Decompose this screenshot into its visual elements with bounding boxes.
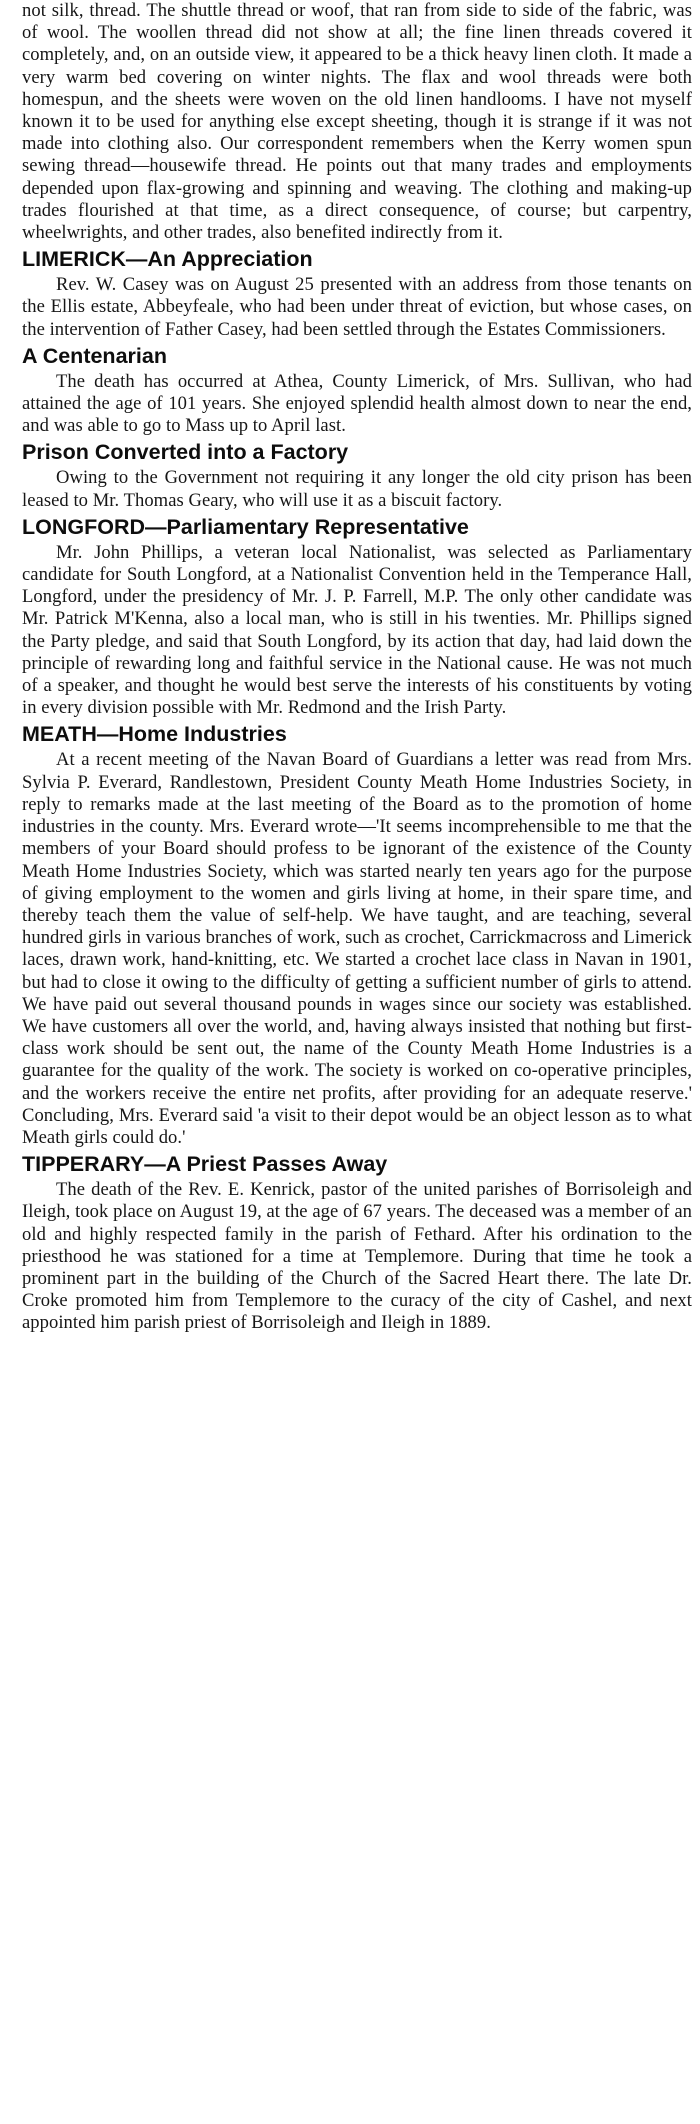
body-tipperary: The death of the Rev. E. Kenrick, pastor of the united parishes of Borrisoleigh and Ileigh, took place on August 19, at the age of 67 years. The deceased was a member of an old and highly respected family in the parish of Fethard. After his ordination to the priesthood he was stationed for a time at Templemore. During that time he took a prominent part in the building of the Church of the Sacred Heart there. The late Dr. Croke promoted him from Templemore to the curacy of the city of Cashel, and next appointed him parish priest of Borrisoleigh and Ileigh in 1889.: [22, 1179, 692, 1334]
body-meath: At a recent meeting of the Navan Board of Guardians a letter was read from Mrs. Sylvia P. Everard, Randlestown, President County Meath Home Industries Society, in reply to remarks made at the last meeting of the Board as to the promotion of home industries in the county. Mrs. Everard wrote—'It seems incomprehensible to me that the members of your Board should profess to be ignorant of the existence of the County Meath Home Industries Society, which was started nearly ten years ago for the purpose of giving employment to the women and girls living at home, in their spare time, and thereby teach them the value of self-help. We have taught, and are teaching, several hundred girls in various branches of work, such as crochet, Carrickmacross and Limerick laces, drawn work, hand-knitting, etc. We started a crochet lace class in Navan in 1901, but had to close it owing to the difficulty of getting a sufficient number of girls to attend. We have paid out several thousand pounds in wages since our society was established. We have customers all over the world, and, having always insisted that nothing but first-class work should be sent out, the name of the County Meath Home Industries is a guarantee for the quality of the work. The society is worked on co-operative principles, and the workers receive the entire net profits, after providing for an adequate reserve.' Concluding, Mrs. Everard said 'a visit to their depot would be an object lesson as to what Meath girls could do.': [22, 749, 692, 1148]
heading-tipperary: TIPPERARY—A Priest Passes Away: [22, 1152, 388, 1177]
body-prison-factory: Owing to the Government not requiring it any longer the old city prison has been leased to Mr. Thomas Geary, who will use it as a biscuit factory.: [22, 467, 692, 511]
body-longford: Mr. John Phillips, a veteran local Nationalist, was selected as Parliamentary candidate for South Longford, at a Nationalist Convention held in the Temperance Hall, Longford, under the presidency of Mr. J. P. Farrell, M.P. The only other candidate was Mr. Patrick M'Kenna, also a local man, who is still in his twenties. Mr. Phillips signed the Party pledge, and said that South Longford, by its action that day, had laid down the principle of rewarding long and faithful service in the National cause. He was not much of a speaker, and thought he would best serve the interests of his constituents by voting in every division possible with Mr. Redmond and the Irish Party.: [22, 541, 692, 719]
article-continuation: not silk, thread. The shuttle thread or woof, that ran from side to side of the fabric, was of wool. The woollen thread did not show at all; the fine linen threads covered it completely, and, on an outside view, it appeared to be a thick heavy linen cloth. It made a very warm bed covering on winter nights. The flax and wool threads were both homespun, and the sheets were woven on the old linen handlooms. I have not myself known it to be used for anything else except sheeting, though it is strange if it was not made into clothing also. Our correspondent remembers when the Kerry women spun sewing thread—housewife thread. He points out that many trades and employments depended upon flax-growing and spinning and weaving. The clothing and making-up trades flourished at that time, as a direct consequence, of course; but carpentry, wheelwrights, and other trades, also benefited indirectly from it.: [22, 0, 692, 244]
heading-limerick: LIMERICK—An Appreciation: [22, 247, 313, 272]
heading-prison-factory: Prison Converted into a Factory: [22, 440, 349, 465]
body-limerick: Rev. W. Casey was on August 25 presented with an address from those tenants on the Ellis estate, Abbeyfeale, who had been under threat of eviction, but whose cases, on the intervention of Father Casey, had been settled through the Estates Commissioners.: [22, 274, 692, 340]
body-centenarian: The death has occurred at Athea, County Limerick, of Mrs. Sullivan, who had attained the age of 101 years. She enjoyed splendid health almost down to near the end, and was able to go to Mass up to April last.: [22, 370, 692, 437]
heading-centenarian: A Centenarian: [22, 343, 167, 368]
heading-longford: LONGFORD—Parliamentary Representative: [22, 514, 469, 539]
heading-meath: MEATH—Home Industries: [22, 722, 287, 747]
